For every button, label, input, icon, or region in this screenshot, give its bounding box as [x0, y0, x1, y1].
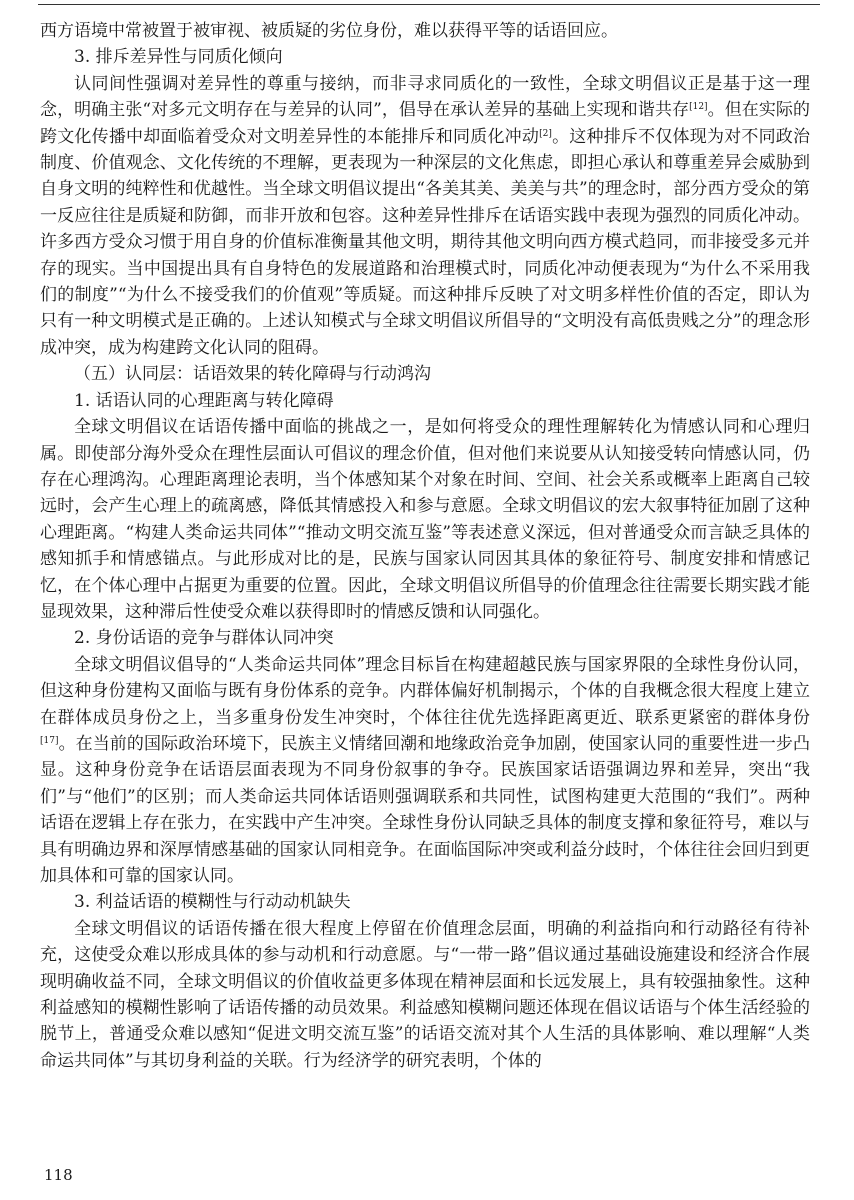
paragraph	[40, 414, 810, 625]
paragraph-text: 。在当前的国际政治环境下，民族主义情绪回潮和地缘政治竞争加剧，使国家认同的重要性进一步凸显。这种身份竞争在话语层面表现为不同身份叙事的争夺。民族国家话语强调边界和差异，突出“我们”与“他们”的区别；而人类命运共同体话语则强调联系和共同性，试图构建更大范围的“我们”。两种话语在逻辑上存在张力，在实践中产生冲突。全球性身份认同缺乏具体的制度支撑和象征符号，难以与具有明确边界和深厚情感基础的国家认同相竞争。在面临国际冲突或利益分歧时，个体往往会回归到更加具体和可靠的国家认同。	[40, 733, 810, 886]
citation-ref: [17]	[40, 735, 59, 746]
section-heading: 3. 排斥差异性与同质化倾向	[74, 47, 283, 68]
section-heading: 1. 话语认同的心理距离与转化障碍	[74, 390, 334, 411]
page-number: 118	[44, 1166, 73, 1184]
paragraph-text: 全球文明倡议倡导的“人类命运共同体”理念目标旨在构建超越民族与国家界限的全球性身份认同，但这种身份建构又面临与既有身份体系的竞争。内群体偏好机制揭示，个体的自我概念很大程度上建立在群体成员身份之上，当多重身份发生冲突时，个体往往优先选择距离更近、联系更紧密的群体身份	[40, 654, 810, 728]
section-heading: 2. 身份话语的竞争与群体认同冲突	[74, 628, 334, 649]
paragraph	[40, 71, 810, 361]
paragraph	[40, 916, 810, 1074]
paragraph	[40, 652, 810, 890]
section-heading: 3. 利益话语的模糊性与行动动机缺失	[74, 892, 351, 913]
paragraph-continuation: 西方语境中常被置于被审视、被质疑的劣位身份，难以获得平等的话语回应。	[40, 21, 618, 41]
article-body	[40, 18, 810, 1074]
paragraph-text: 。但在实际的跨文化传播中却面临着受众对文明差异性的本能排斥和同质化冲动	[40, 100, 810, 147]
paragraph-text: 。这种排斥不仅体现为对不同政治制度、价值观念、文化传统的不理解，更表现为一种深层的文化焦虑，即担心承认和尊重差异会威胁到自身文明的纯粹性和优越性。当全球文明倡议提出“各美其美、美美与共”的理念时，部分西方受众的第一反应往往是质疑和防御，而非开放和包容。这种差异性排斥在话语实践中表现为强烈的同质化冲动。许多西方受众习惯于用自身的价值标准衡量其他文明，期待其他文明向西方模式趋同，而非接受多元并存的现实。当中国提出具有自身特色的发展道路和治理模式时，同质化冲动便表现为“为什么不采用我们的制度”“为什么不接受我们的价值观”等质疑。而这种排斥反映了对文明多样性价值的否定，即认为只有一种文明模式是正确的。上述认知模式与全球文明倡议所倡导的“文明没有高低贵贱之分”的理念形成冲突，成为构建跨文化认同的阻碍。	[40, 126, 811, 358]
header-rule	[38, 4, 820, 5]
paragraph-text: 全球文明倡议在话语传播中面临的挑战之一，是如何将受众的理性理解转化为情感认同和心理归属。即使部分海外受众在理性层面认可倡议的理念价值，但对他们来说要从认知接受转向情感认同，仍存在心理鸿沟。心理距离理论表明，当个体感知某个对象在时间、空间、社会关系或概率上距离自己较远时，会产生心理上的疏离感，降低其情感投入和参与意愿。全球文明倡议的宏大叙事特征加剧了这种心理距离。“构建人类命运共同体”“推动文明交流互鉴”等表述意义深远，但对普通受众而言缺乏具体的感知抓手和情感锚点。与此形成对比的是，民族与国家认同因其具体的象征符号、制度安排和情感记忆，在个体心理中占据更为重要的位置。因此，全球文明倡议所倡导的价值理念往往需要长期实践才能显现效果，这种滞后性使受众难以获得即时的情感反馈和认同强化。	[40, 417, 810, 622]
paragraph-text: 全球文明倡议的话语传播在很大程度上停留在价值理念层面，明确的利益指向和行动路径有待补充，这使受众难以形成具体的参与动机和行动意愿。与“一带一路”倡议通过基础设施建设和经济合作展现明确收益不同，全球文明倡议的价值收益更多体现在精神层面和长远发展上，具有较强抽象性。这种利益感知的模糊性影响了话语传播的动员效果。利益感知模糊问题还体现在倡议话语与个体生活经验的脱节上，普通受众难以感知“促进文明交流互鉴”的话语交流对其个人生活的具体影响、难以理解“人类命运共同体”与其切身利益的关联。行为经济学的研究表明，个体的	[40, 918, 810, 1071]
section-heading: （五）认同层：话语效果的转化障碍与行动鸿沟	[74, 364, 431, 385]
paragraph-text: 认同间性强调对差异性的尊重与接纳，而非寻求同质化的一致性，全球文明倡议正是基于这一理念，明确主张“对多元文明存在与差异的认同”，倡导在承认差异的基础上实现和谐共存	[40, 73, 810, 121]
citation-ref: [12]	[689, 102, 708, 113]
citation-ref: [2]	[539, 128, 552, 139]
